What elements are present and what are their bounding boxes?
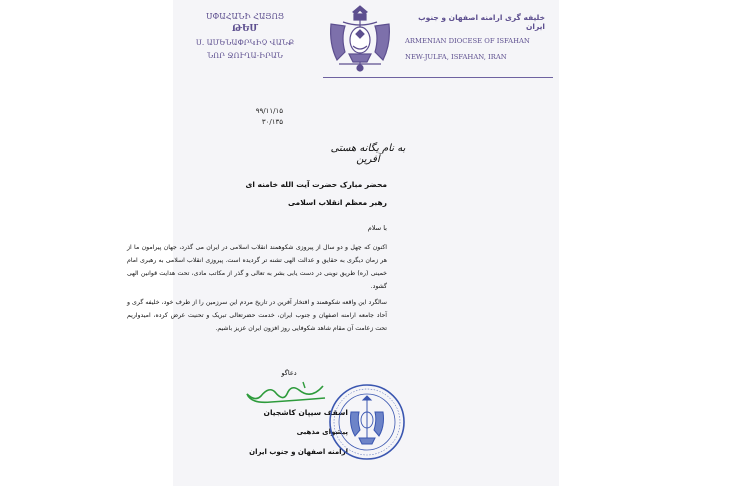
signatory-organization: ارامنه اصفهان و جنوب ایران (249, 448, 348, 456)
signatory-name: اسقف سیپان کاشجیان (263, 408, 348, 417)
english-line-1: ARMENIAN DIOCESE OF ISFAHAN (405, 37, 530, 45)
letter-date: ۹۹/۱۱/۱۵ (255, 107, 283, 115)
address-line-2: رهبر معظم انقلاب اسلامی (287, 198, 387, 207)
signature-closing: دعاگو (281, 369, 297, 377)
body-paragraph-2: سالگرد این واقعه شکوهمند و افتخار آفرین در تاریخ مردم این سرزمین را از طرف خود، خلیفه گری و آحاد جامعه ارامنه اصفهان و جنوب ایران، خدمت حضرتعالی تبریک و تحنیت عرض کرده، امیدواریم تحت زعامت آن مقام شاهد شکوفایی روز افزون ایران عزیز باشیم. (127, 299, 387, 332)
basmala-heading: به نام یگانه هستی آفرین (330, 143, 406, 165)
armenian-line-1: ՍՓԱՀԱՆԻ ՀԱՅՈՑ (206, 12, 284, 21)
letterhead-divider (323, 77, 553, 78)
letterhead-persian-title: خلیفه گری ارامنه اصفهان و جنوب ایران (418, 13, 545, 31)
greeting: با سلام (367, 224, 387, 232)
letter-number: ۳۰/۱۳۵ (261, 118, 283, 126)
date-number-block (233, 106, 283, 128)
handwritten-signature-icon (241, 378, 331, 408)
armenian-line-4: ՆՈՐ ՋՈՒՂԱ-ԻՐԱՆ (207, 51, 283, 60)
armenian-line-2: ԹԵՄ (231, 24, 259, 34)
letter-page (127, 0, 559, 486)
letterhead-armenian (195, 10, 295, 62)
armenian-line-3: Ս. ԱՄԵՆԱՓՐԿԻՉ ՎԱՆՔ (195, 38, 295, 47)
diocese-seal-icon (327, 382, 407, 462)
address-line-1: محضر مبارک حضرت آیت الله خامنه ای (245, 180, 387, 189)
english-line-2: NEW-JULFA, ISFAHAN, IRAN (405, 53, 507, 61)
diocese-crest-icon (323, 4, 398, 74)
body-paragraph-1: اکنون که چهل و دو سال از پیروزی شکوهمند انقلاب اسلامی در ایران می گذرد، جهان پیرامون ما از هر زمان دیگری به حقایق و عدالت الهی تشنه تر گردیده است. پیروزی انقلاب اسلامی به رهبری امام خمینی (ره) طریق نوینی در دست یابی بشر به تعالی و گذر از مکاتب مادی، تحت هدایت قوانین الهی گشود. (127, 244, 387, 290)
letterhead-english (405, 33, 555, 65)
signatory-title: پیشوای مذهبی (296, 428, 348, 436)
